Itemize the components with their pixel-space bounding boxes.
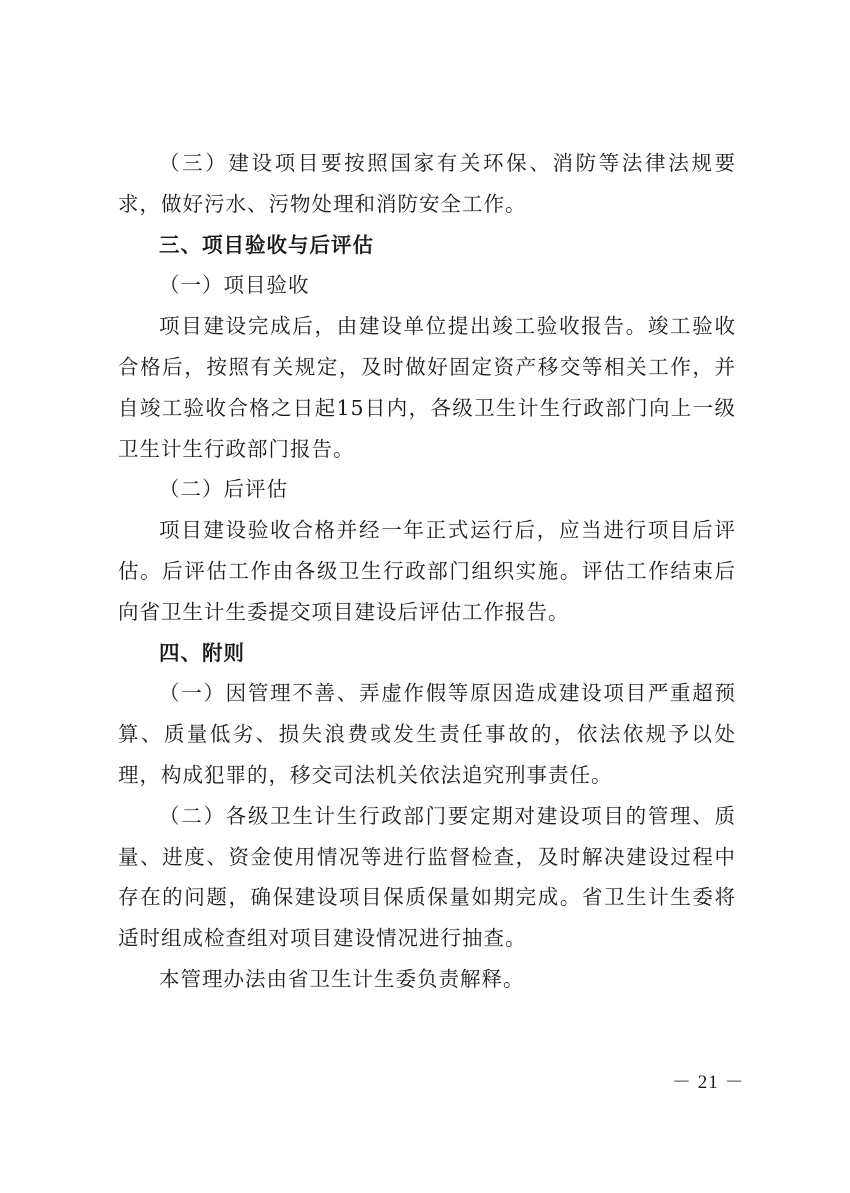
subheading-project-acceptance: （一）项目验收 [159,273,310,298]
paragraph-liability: （一）因管理不善、弄虚作假等原因造成建设项目严重超预算、质量低劣、损失浪费或发生责任事故的，依法依规予以处理，构成犯罪的，移交司法机关依法追究刑事责任。 [118,681,736,787]
paragraph-post-evaluation: 项目建设验收合格并经一年正式运行后，应当进行项目后评估。后评估工作由各级卫生行政部门组织实施。评估工作结束后向省卫生计生委提交项目建设后评估工作报告。 [118,518,736,624]
section-heading-supplementary: 四、附则 [159,640,245,665]
document-body [118,143,736,1000]
paragraph-construction-requirements: （三）建设项目要按照国家有关环保、消防等法律法规要求，做好污水、污物处理和消防安全工作。 [118,151,736,216]
paragraph-supervision: （二）各级卫生计生行政部门要定期对建设项目的管理、质量、进度、资金使用情况等进行监督检查，及时解决建设过程中存在的问题，确保建设项目保质保量如期完成。省卫生计生委将适时组成检查组对项目建设情况进行抽查。 [118,803,736,951]
paragraph-interpretation: 本管理办法由省卫生计生委负责解释。 [159,966,525,991]
subheading-post-evaluation: （二）后评估 [159,477,288,502]
page-number: － 21 － [672,1072,745,1093]
paragraph-acceptance-procedure: 项目建设完成后，由建设单位提出竣工验收报告。竣工验收合格后，按照有关规定，及时做好固定资产移交等相关工作，并自竣工验收合格之日起15日内，各级卫生计生行政部门向上一级卫生计生行政部门报告。 [118,314,736,461]
section-heading-acceptance: 三、项目验收与后评估 [159,232,374,257]
